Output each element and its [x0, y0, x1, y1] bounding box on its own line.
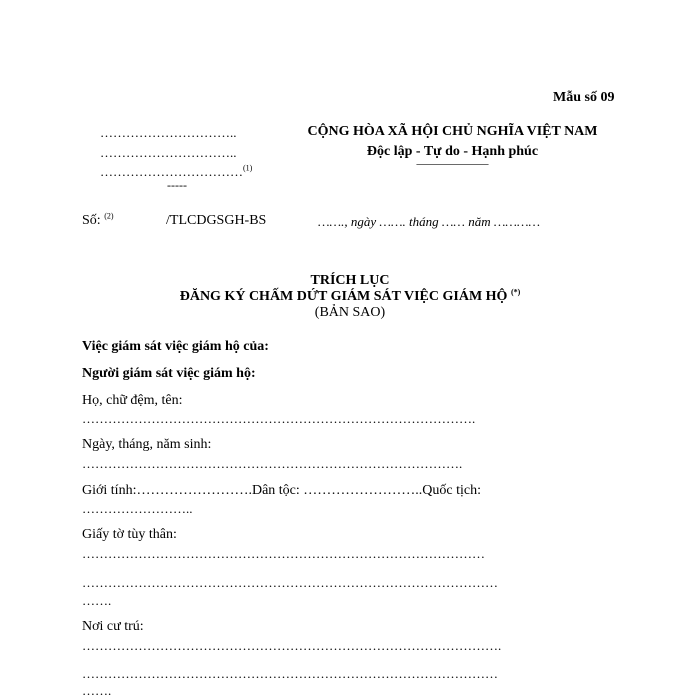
name-dots: ………………………………………………………………………………. [82, 411, 476, 426]
name-label: Họ, chữ đệm, tên: [82, 393, 183, 408]
section-heading: Việc giám sát việc giám hộ của: [82, 339, 269, 354]
form-number: Mẫu số 09 [553, 90, 615, 105]
number-label-text: Số: [82, 213, 101, 228]
title-line-1: TRÍCH LỤC [310, 273, 390, 288]
id-label: Giấy tờ tùy thân: [82, 527, 177, 542]
residence-dots-2: …………………………………………………………………………………… [82, 666, 498, 681]
agency-note-marker: (1) [243, 163, 253, 173]
title-line-3: (BẢN SAO) [314, 305, 386, 320]
number-code: /TLCDGSGH-BS [166, 213, 267, 228]
date-line: ……., ngày ……. tháng …… năm ………… [318, 214, 541, 229]
number-note-marker: (2) [104, 211, 114, 221]
title-line-2-text: ĐĂNG KÝ CHẤM DỨT GIÁM SÁT VIỆC GIÁM HỘ [179, 289, 508, 304]
agency-line-1: ………………………….. [100, 125, 237, 140]
residence-dots-1: ……………………………………………………………………………………. [82, 638, 502, 653]
number-label [82, 213, 114, 229]
agency-underline: ----- [167, 178, 187, 192]
national-title: CỘNG HÒA XÃ HỘI CHỦ NGHĨA VIỆT NAM [307, 124, 598, 139]
agency-line-3-text: …………………………… [100, 164, 243, 179]
document-title [100, 273, 600, 321]
id-dots-2: …………………………………………………………………………………… [82, 575, 498, 590]
national-motto: Độc lập - Tự do - Hạnh phúc [366, 144, 539, 159]
gender-dots: …………………….. [82, 501, 193, 516]
id-dots-1: ………………………………………………………………………………… [82, 546, 485, 561]
title-line-2 [100, 289, 600, 305]
residence-label: Nơi cư trú: [82, 619, 144, 634]
section-subheading: Người giám sát việc giám hộ: [82, 366, 256, 381]
national-underline: —————— [416, 156, 489, 170]
agency-line-2: ………………………….. [100, 145, 237, 160]
residence-dots-3: ……. [82, 683, 112, 698]
id-dots-3: ……. [82, 593, 112, 608]
title-note-marker: (*) [510, 287, 521, 297]
national-header [280, 124, 625, 171]
dob-dots: ……………………………………………………………………………. [82, 456, 463, 471]
gender-ethnicity-nationality-line: Giới tính:…………………….Dân tộc: ……………………..Quốc tịch: [82, 483, 481, 498]
dob-label: Ngày, tháng, năm sinh: [82, 437, 212, 452]
